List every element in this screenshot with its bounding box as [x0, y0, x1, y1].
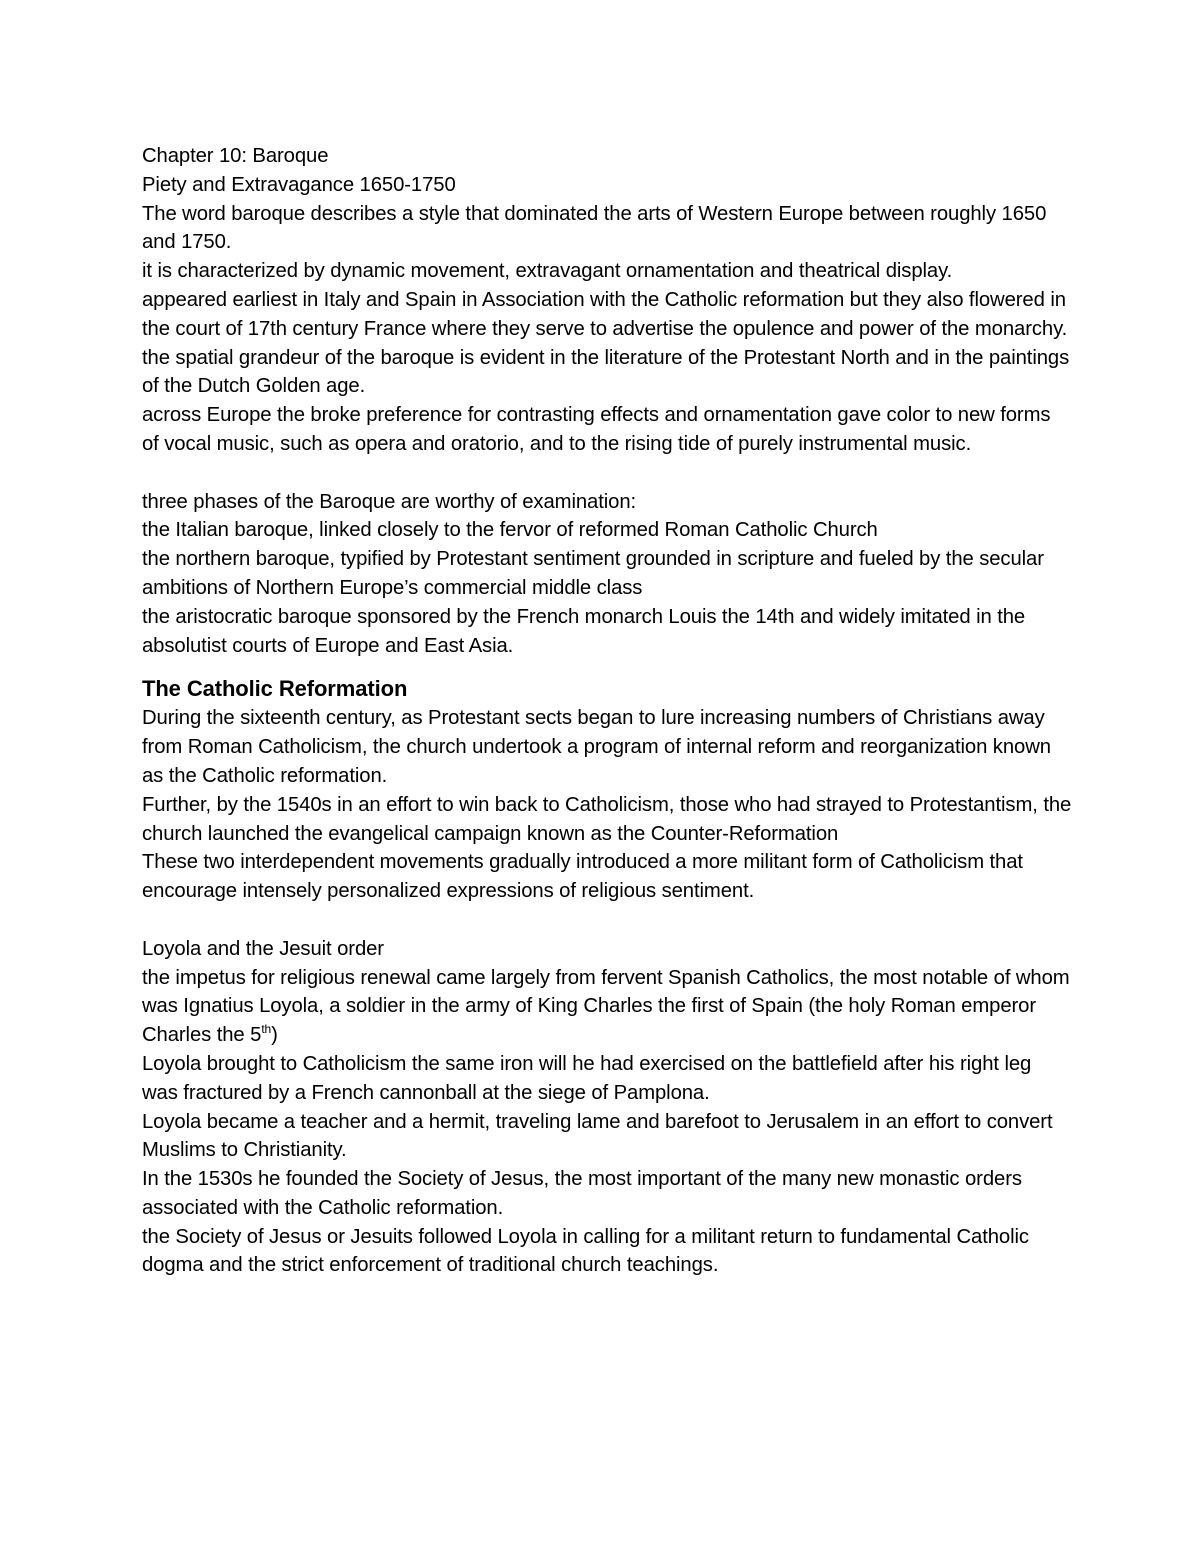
loyola-intro-end: ) — [271, 1024, 278, 1047]
loyola-paragraph: In the 1530s he founded the Society of Jesus, the most important of the many new monastic orders associated with the Catholic reformation. — [142, 1168, 1022, 1219]
loyola-paragraph: Loyola became a teacher and a hermit, traveling lame and barefoot to Jerusalem in an effort to convert Muslims to Christianity. — [142, 1110, 1053, 1162]
intro-paragraph: across Europe the broke preference for contrasting effects and ornamentation gave color to new forms of vocal music, such as opera and oratorio, and to the rising tide of purely instrumental music. — [142, 404, 1051, 455]
phases-paragraph: the aristocratic baroque sponsored by the French monarch Louis the 14th and widely imitated in the absolutist courts of Europe and East Asia. — [142, 605, 1026, 657]
loyola-heading: Loyola and the Jesuit order — [142, 937, 384, 960]
paragraph-gap — [142, 459, 1072, 488]
chapter-title: Chapter 10: Baroque — [142, 145, 329, 167]
document-page — [142, 142, 1072, 1280]
paragraph-gap — [142, 906, 1072, 935]
ordinal-superscript: th — [261, 1022, 272, 1037]
phases-paragraph: the Italian baroque, linked closely to the fervor of reformed Roman Catholic Church — [142, 519, 878, 542]
intro-paragraph: appeared earliest in Italy and Spain in Association with the Catholic reformation but they also flowered in the court of 17th century France where they serve to advertise the opulence and power of the monarchy. — [142, 288, 1068, 340]
phases-paragraph: the northern baroque, typified by Protestant sentiment grounded in scripture and fueled by the secular ambitions of Northern Europe’s commercial middle class — [142, 548, 1044, 599]
section-heading: The Catholic Reformation — [142, 676, 408, 702]
loyola-intro-text: the impetus for religious renewal came largely from fervent Spanish Catholics, the most notable of whom was Ignatius Loyola, a soldier in the army of King Charles the first of Spain (the holy Roman emperor Charles the 5 — [142, 966, 1070, 1047]
loyola-intro-paragraph — [142, 964, 1072, 1050]
loyola-paragraph: Loyola brought to Catholicism the same iron will he had exercised on the battlefield after his right leg was fractured by a French cannonball at the siege of Pamplona. — [142, 1052, 1032, 1104]
reformation-paragraph: Further, by the 1540s in an effort to win back to Catholicism, those who had strayed to Protestantism, the church launched the evangelical campaign known as the Counter-Reformation — [142, 793, 1072, 845]
intro-paragraph: it is characterized by dynamic movement, extravagant ornamentation and theatrical display. — [142, 260, 953, 283]
intro-paragraph: The word baroque describes a style that dominated the arts of Western Europe between roughly 1650 and 1750. — [142, 202, 1047, 254]
intro-paragraph: the spatial grandeur of the baroque is evident in the literature of the Protestant North and in the paintings of the Dutch Golden age. — [142, 346, 1070, 398]
chapter-subtitle: Piety and Extravagance 1650-1750 — [142, 173, 456, 196]
phases-paragraph: three phases of the Baroque are worthy of examination: — [142, 490, 637, 513]
loyola-paragraph: the Society of Jesus or Jesuits followed Loyola in calling for a militant return to fundamental Catholic dogma and the strict enforcement of traditional church teachings. — [142, 1225, 1029, 1277]
reformation-paragraph: These two interdependent movements gradually introduced a more militant form of Catholicism that encourage intensely personalized expressions of religious sentiment. — [142, 851, 1023, 903]
reformation-paragraph: During the sixteenth century, as Protestant sects began to lure increasing numbers of Christians away from Roman Catholicism, the church undertook a program of internal reform and reorganization known as the Catholic reformation. — [142, 707, 1051, 787]
